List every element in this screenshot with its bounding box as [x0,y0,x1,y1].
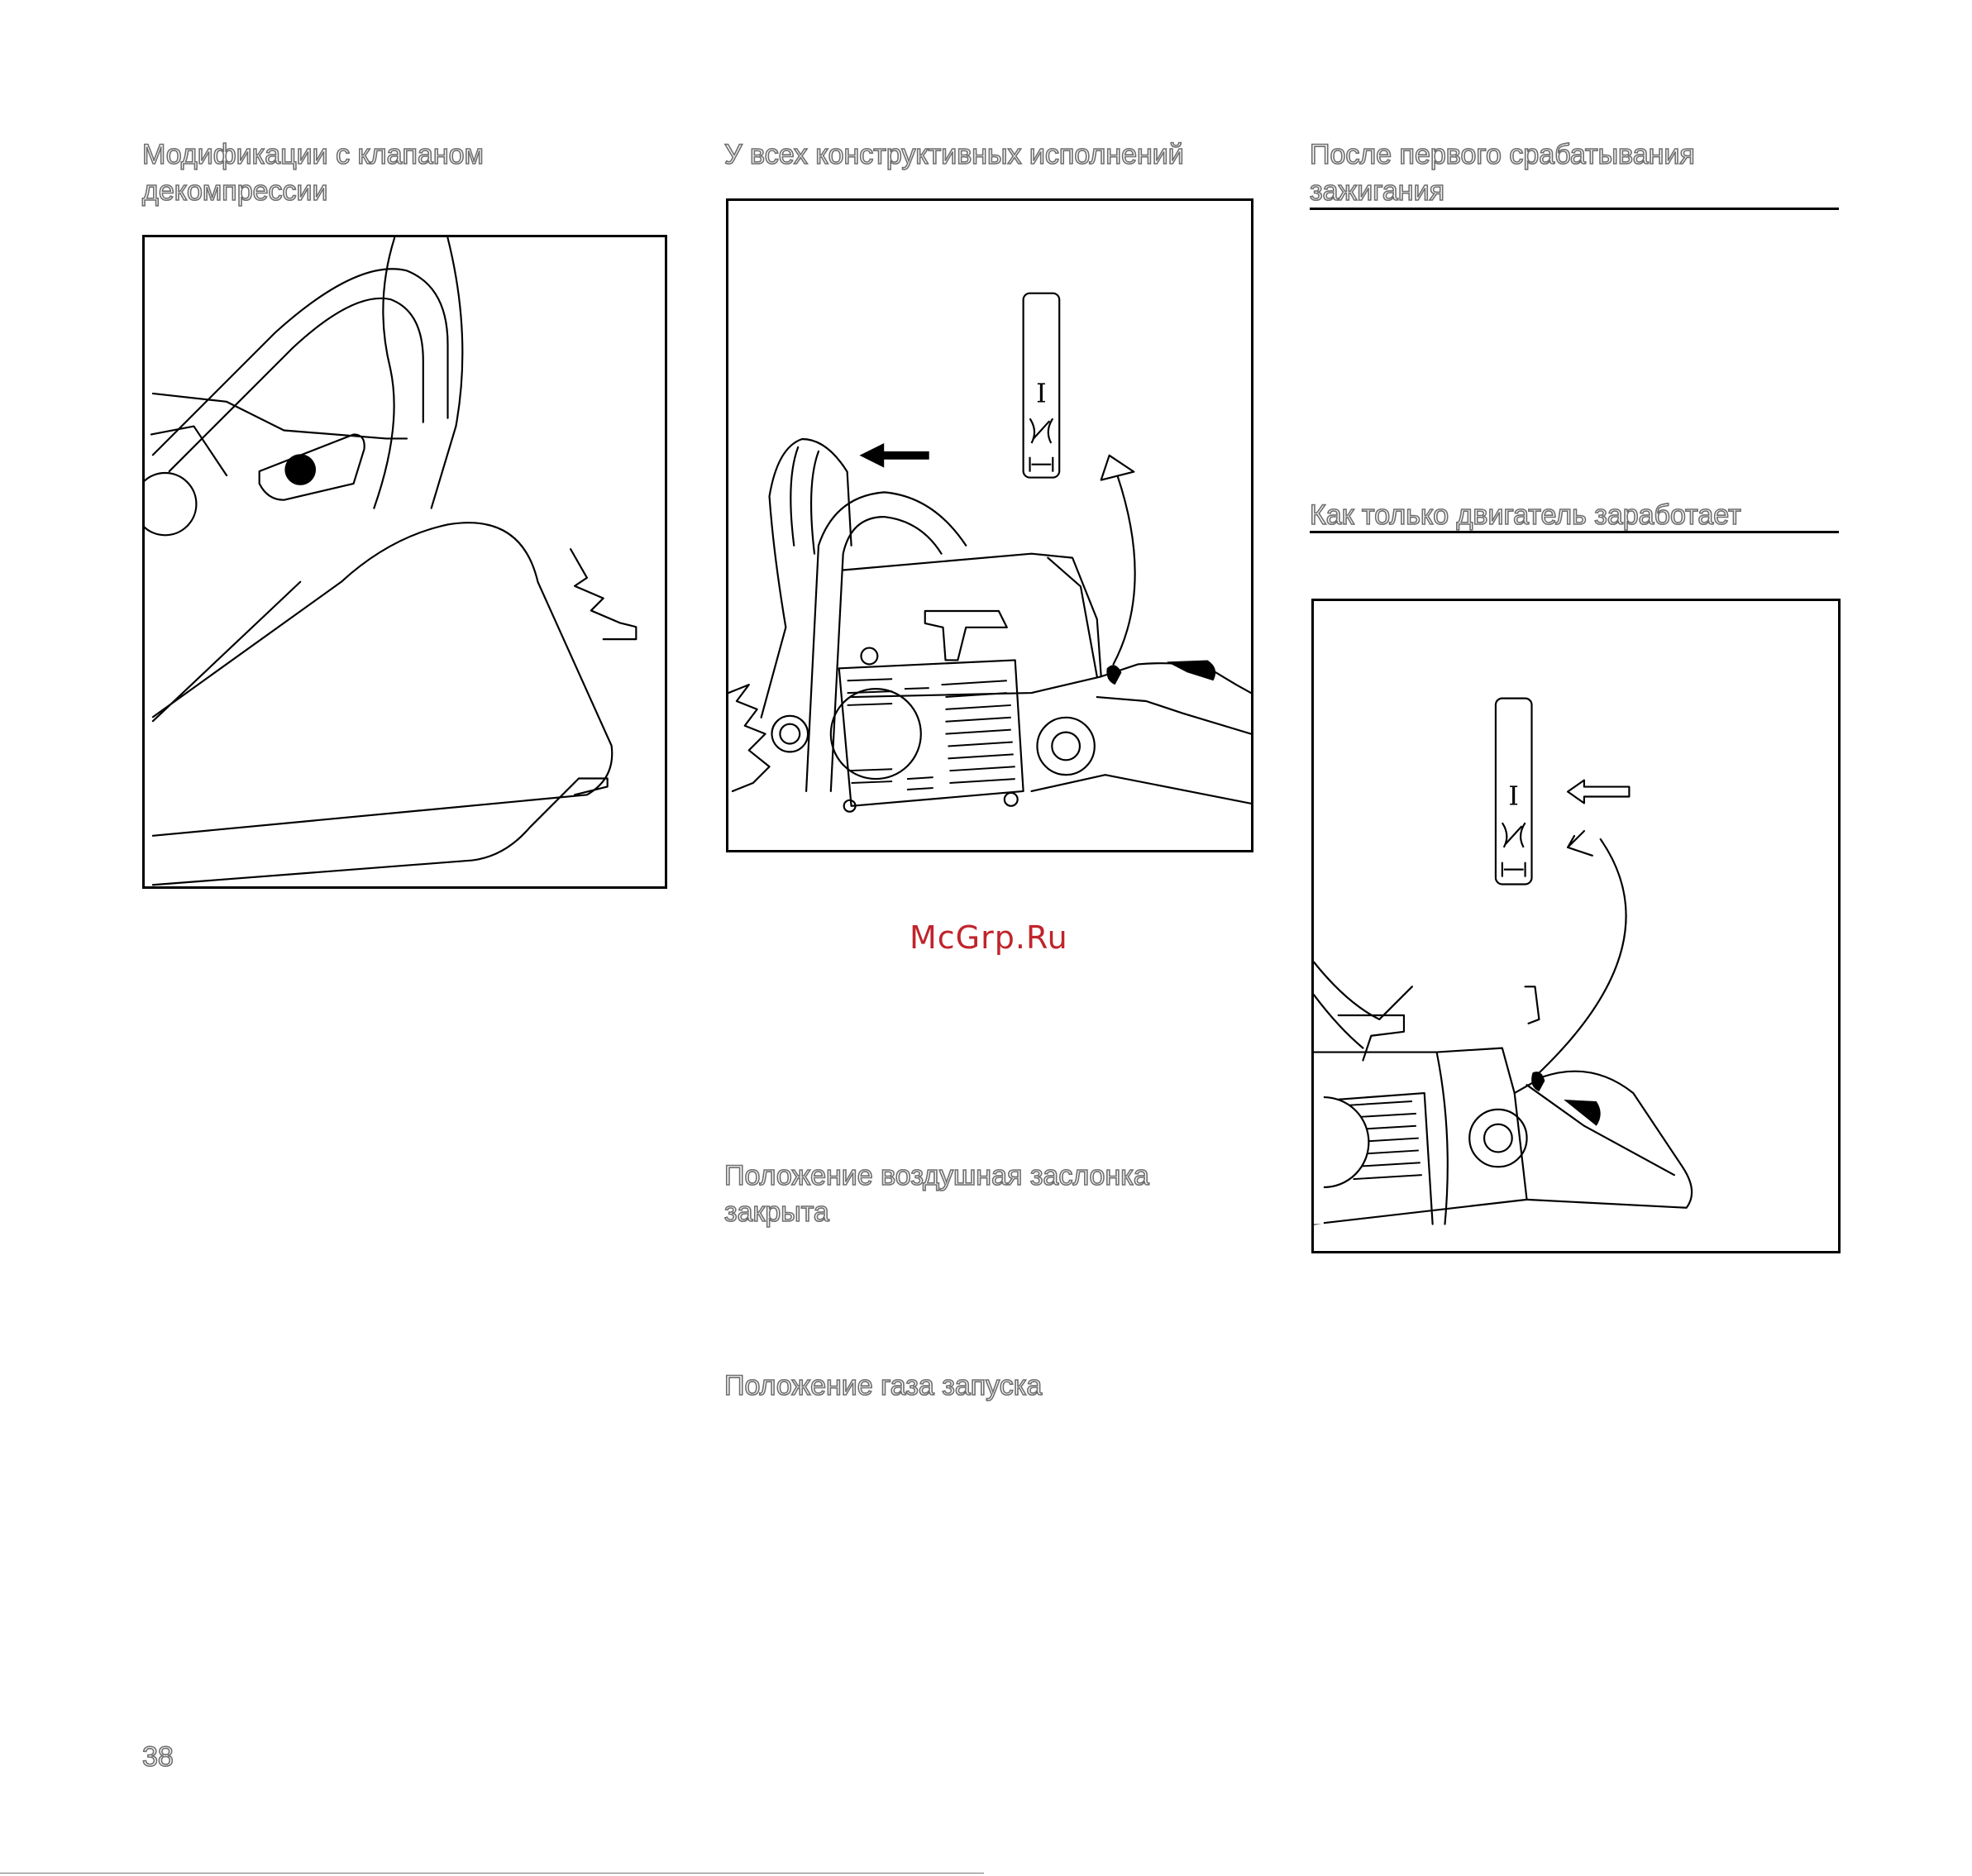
heading-rule [1310,208,1839,210]
chainsaw-decompression-drawing [145,237,665,886]
heading-engine-running: Как только двигатель заработает [1310,499,1741,531]
heading-rule [1310,531,1839,533]
lever-symbol-run: I [1508,781,1519,812]
heading-after-first-ignition: После первого срабатывания зажигания [1310,139,1695,207]
figure-all-versions [726,198,1253,852]
lever-symbol-run: I [1036,379,1047,409]
figure-decompression-valve [142,235,667,889]
heading-all-versions: У всех конструктивных исполнений [724,139,1184,170]
heading-choke-closed: Положение воздушная заслонка закрыта [724,1160,1149,1228]
page-number: 38 [142,1741,174,1773]
bottom-edge-line [0,1873,984,1874]
heading-start-throttle: Положение газа запуска [724,1370,1043,1401]
figure-engine-running [1311,599,1841,1253]
chainsaw-choke-drawing [728,201,1251,850]
heading-decompression-valve: Модификации с клапаном декомпрессии [142,139,484,207]
watermark: McGrp.Ru [910,919,1068,956]
chainsaw-run-drawing [1314,601,1838,1251]
